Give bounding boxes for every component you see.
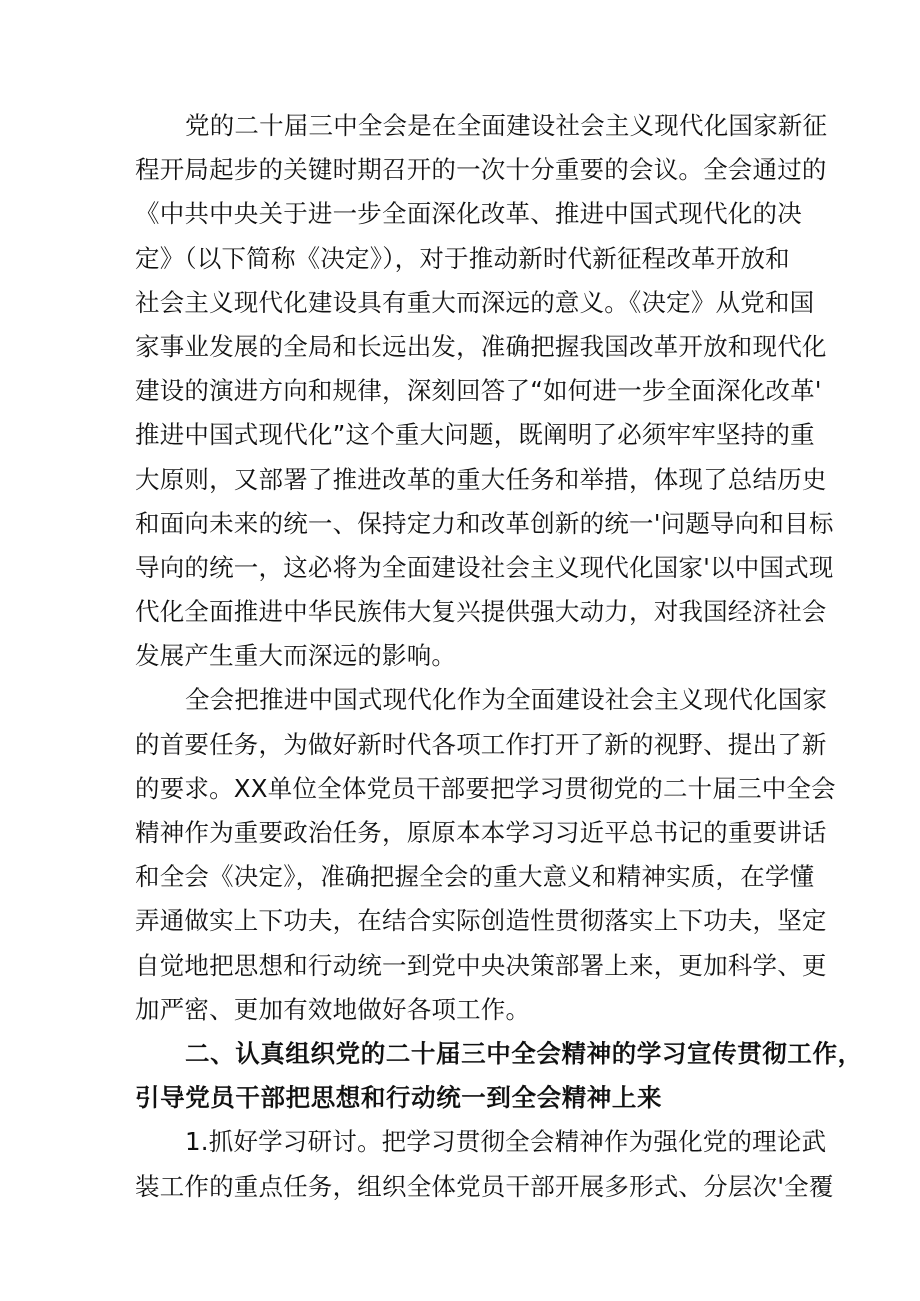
- paragraph-intro: [135, 104, 834, 678]
- text-line: 的首要任务，为做好新时代各项工作打开了新的视野、提出了新: [135, 729, 827, 759]
- text-line: 代化全面推进中华民族伟大复兴提供强大动力，对我国经济社会: [135, 597, 827, 627]
- text-line: 建设的演进方向和规律，深刻回答了“如何进一步全面深化改革': [135, 376, 822, 406]
- heading-line: 二、认真组织党的二十届三中全会精神的学习宣传贯彻工作，: [185, 1038, 863, 1068]
- text-line: 推进中国式现代化”这个重大问题，既阐明了必须牢牢坚持的重: [135, 420, 815, 450]
- text-line: 家事业发展的全局和长远出发，准确把握我国改革开放和现代化: [135, 331, 827, 361]
- text-line: 大原则，又部署了推进改革的重大任务和举措，体现了总结历史: [135, 464, 827, 494]
- text-line: 自觉地把思想和行动统一到党中央决策部署上来，更加科学、更: [135, 950, 827, 980]
- text-line: 装工作的重点任务，组织全体党员干部开展多形式、分层次'全覆: [135, 1171, 834, 1201]
- text-line: 定》（以下简称《决定》），对于推动新时代新征程改革开放和: [135, 243, 790, 273]
- text-line: 发展产生重大而深远的影响。: [135, 641, 457, 671]
- text-line: 和全会《决定》，准确把握全会的重大意义和精神实质，在学懂: [135, 862, 815, 892]
- text-line: 精神作为重要政治任务，原原本本学习习近平总书记的重要讲话: [135, 818, 827, 847]
- document-body: [135, 104, 863, 1209]
- heading-line: 引导党员干部把思想和行动统一到全会精神上来: [135, 1083, 663, 1113]
- text-line: 《中共中央关于进一步全面深化改革、推进中国式现代化的决: [135, 199, 802, 229]
- text-line: 加严密、更加有效地做好各项工作。: [135, 994, 531, 1024]
- paragraph-study: [135, 1120, 834, 1208]
- text-line: 的要求。XX单位全体党员干部要把学习贯彻党的二十届三中全会: [135, 773, 836, 803]
- text-line: 和面向未来的统一、保持定力和改革创新的统一'问题导向和目标: [135, 508, 834, 538]
- text-line: 1.抓好学习研讨。把学习贯彻全会精神作为强化党的理论武: [185, 1127, 827, 1157]
- text-line: 程开局起步的关键时期召开的一次十分重要的会议。全会通过的: [135, 155, 827, 185]
- text-line: 党的二十届三中全会是在全面建设社会主义现代化国家新征: [185, 111, 828, 140]
- paragraph-task: [135, 678, 836, 1032]
- section-heading: [135, 1032, 863, 1120]
- text-line: 社会主义现代化建设具有重大而深远的意义。《决定》从党和国: [135, 287, 815, 317]
- text-line: 导向的统一，这必将为全面建设社会主义现代化国家'以中国式现: [135, 552, 834, 582]
- text-line: 全会把推进中国式现代化作为全面建设社会主义现代化国家: [185, 685, 828, 715]
- text-line: 弄通做实上下功夫，在结合实际创造性贯彻落实上下功夫，坚定: [135, 906, 827, 936]
